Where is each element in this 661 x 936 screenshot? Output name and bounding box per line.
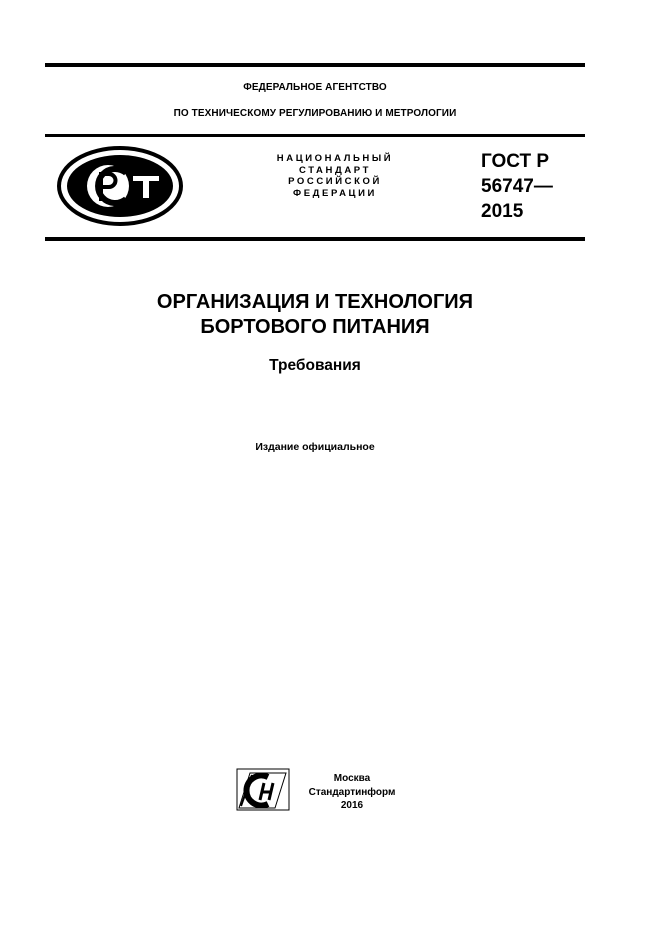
national-line-3: РОССИЙСКОЙ [288, 176, 382, 187]
header-rule [45, 134, 585, 137]
publisher-city: Москва [333, 773, 371, 784]
document-title [45, 290, 585, 340]
agency-line-1: ФЕДЕРАЛЬНОЕ АГЕНТСТВО [243, 82, 387, 93]
gost-line-1: ГОСТ Р [481, 151, 550, 172]
top-rule [45, 63, 585, 67]
agency-line-2: ПО ТЕХНИЧЕСКОМУ РЕГУЛИРОВАНИЮ И МЕТРОЛОГИИ [173, 108, 457, 119]
standartinform-logo-icon [236, 768, 290, 811]
national-line-2: СТАНДАРТ [299, 164, 371, 176]
title-line-2: БОРТОВОГО ПИТАНИЯ [200, 316, 430, 338]
national-line-1: НАЦИОНАЛЬНЫЙ [276, 153, 394, 164]
gost-line-3: 2015 [481, 201, 524, 222]
rst-certification-mark-icon [57, 146, 187, 226]
gost-number [481, 149, 591, 224]
standard-block-rule [45, 237, 585, 241]
document-subtitle: Требования [269, 357, 361, 374]
national-line-4: ФЕДЕРАЦИИ [293, 187, 377, 199]
publisher-name: Стандартинформ [308, 786, 396, 798]
publisher-year: 2016 [340, 800, 364, 811]
publisher-block [300, 772, 404, 813]
edition-note: Издание официальное [255, 441, 375, 453]
national-standard-label [255, 153, 415, 199]
title-line-1: ОРГАНИЗАЦИЯ И ТЕХНОЛОГИЯ [156, 291, 474, 313]
gost-line-2: 56747— [481, 176, 553, 197]
